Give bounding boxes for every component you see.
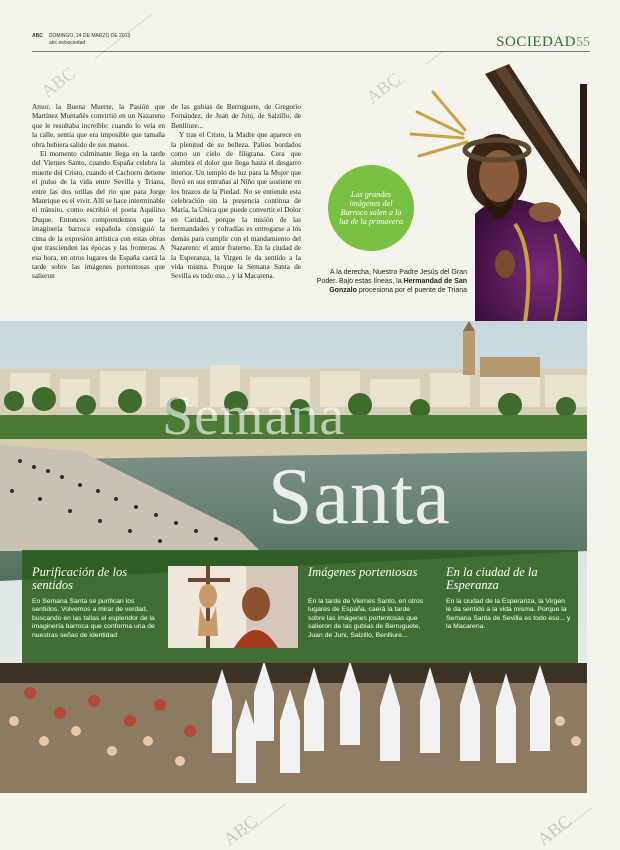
section-title: SOCIEDAD [496,34,576,50]
feature-title-semana: Semana [162,385,346,447]
photo-caption [309,268,467,295]
paragraph: El momento culminante llega en la tarde del Viernes Santo, cuando España celebra la muerte del Cristo, cuando el Cachorro detiene el pulso de la vida entre Sevilla y Triana, entre las dos orillas del río que para Jorge Manrique es el vivir. Allí se hace interminable el tránsito, como escribió el poeta Aquilino Duque. Entonces comprendemos que la imaginería barroca española consiguió la cima de la expresión artística con estas obras que trascienden las épocas y las fronteras. A esa hora, en otros lugares de España caerá la tarde sobre las imágenes portentosas que salieron [32,150,165,281]
caption-text: A la derecha, Nuestro Padre Jesús del Gran Poder. Bajo estas líneas, la [316,269,467,285]
watermark: ABC [37,62,79,102]
inset-photo [168,566,298,648]
pull-quote: Las grandes imágenes del Barroco salen a la luz de la primavera [328,165,414,251]
paragraph: de las gubias de Berruguete, de Gregorio Fernández, de Juan de Juni, de Salzillo, de Benlliure... [171,103,301,130]
watermark: ABC [362,68,404,108]
band-heading: En la ciudad de la Esperanza [446,565,538,592]
header-rule [32,51,590,52]
section-url[interactable]: abc.es/sociedad [49,40,86,46]
band-heading: Imágenes portentosas [308,565,418,579]
band-heading: Purificación de los sentidos [32,565,128,592]
issue-date: DOMINGO, 24 DE MARZO DE 2013 [48,33,131,39]
caption-text: procesiona por el puente de Triana [358,287,467,294]
page-number: 55 [576,35,590,50]
caption-highlight: Hermandad de San Gonzalo [329,278,467,294]
band-text: En Semana Santa se purifican los sentidos. Volvemos a mirar de verdad, buscando en las tallas el esplendor de la imaginería barroca que conforma una de nuestras señas de identidad [32,598,155,639]
watermark: ABC [219,810,261,850]
paragraph: Y tras el Cristo, la Madre que aparece en la plenitud de su belleza. Palios bordados como un cielo de filigrana. Cera que alumbra el dolor que llega hasta el desgarro interior. Un templo de luz para la Mujer que llevó en sus entrañas al Niño que sostiene en los brazos de la Piedad. No se entiende esta celebración sin la presencia continua de María, la Única que puede convertir el Dolor en Caridad, porque la misión de las hermandades y cofradías es entregarse a los demás para cumplir con el mandamiento del Nazareno: el amor fraterno. En la ciudad de la Esperanza, la Virgen le da sentido a la vida misma. Porque la Semana Santa de Sevilla es todo eso... y la Macarena. [171,131,301,281]
feature-title-santa: Santa [268,453,451,541]
publication-name: ABC [32,33,43,39]
watermark: ABC [533,810,575,850]
band-text: En la tarde de Viernes Santo, en otros lugares de España, caerá la tarde sobre las imágenes portentosas que salieron de las gubias de Berruguete, Juan de Juni, Salzillo, Benlliure... [308,598,424,639]
page-header-info [32,33,130,47]
paragraph: Amor, la Buena Muerte, la Pasión que Martínez Montañés convirtió en un Nazareno que le resultaba increíble: cuando lo veía en la calle, sentía que era imposible que tamaña obra hubiera salido de sus manos. [32,103,165,149]
article-column-2 [171,103,301,282]
article-column-1 [32,103,165,282]
band-text: En la ciudad de la Esperanza, la Virgen le da sentido a la vida misma. Porque la Semana Santa de Sevilla es todo eso... y la Macarena. [446,598,571,631]
